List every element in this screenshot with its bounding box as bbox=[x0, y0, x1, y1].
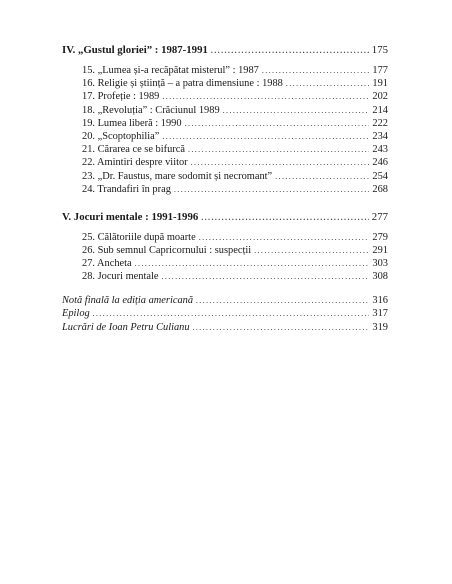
page-number: 243 bbox=[372, 144, 388, 156]
toc-chapter-23 bbox=[62, 171, 388, 183]
toc-chapter-15 bbox=[62, 65, 388, 77]
toc-chapter-16 bbox=[62, 78, 388, 90]
chapter-title: 25. Călătoriile după moarte bbox=[82, 231, 196, 243]
dot-leader bbox=[185, 118, 370, 130]
endmatter-title: Notă finală la ediția americană bbox=[62, 295, 194, 307]
toc-chapter-20 bbox=[62, 131, 388, 143]
toc-final-note bbox=[62, 295, 388, 307]
endmatter-title: Epilog bbox=[62, 308, 90, 320]
chapter-title: 17. Profeție : 1989 bbox=[82, 91, 160, 103]
chapter-title: 22. Amintiri despre viitor bbox=[82, 157, 188, 169]
chapter-title: 21. Cărarea ce se bifurcă bbox=[82, 144, 185, 156]
toc-chapter-24 bbox=[62, 184, 388, 196]
toc-chapter-18 bbox=[62, 105, 388, 117]
dot-leader bbox=[135, 258, 370, 270]
toc-chapter-25 bbox=[62, 232, 388, 244]
table-of-contents bbox=[62, 38, 388, 334]
page-number: 177 bbox=[372, 65, 388, 76]
page-number: 279 bbox=[372, 231, 388, 243]
dot-leader bbox=[193, 322, 370, 334]
page-number: 316 bbox=[372, 295, 388, 307]
dot-leader bbox=[201, 212, 369, 224]
toc-part-iv bbox=[62, 44, 388, 57]
chapter-title: 24. Trandafiri în prag bbox=[82, 183, 171, 195]
dot-leader bbox=[93, 308, 370, 320]
page-number: 222 bbox=[372, 117, 388, 129]
page-number: 291 bbox=[372, 244, 388, 256]
toc-chapter-21 bbox=[62, 144, 388, 156]
chapter-title: 27. Ancheta bbox=[82, 258, 132, 270]
chapter-title: 18. „Revoluția” : Crăciunul 1989 bbox=[82, 104, 220, 116]
dot-leader bbox=[199, 232, 370, 244]
page-number: 175 bbox=[371, 44, 388, 56]
dot-leader bbox=[161, 271, 369, 283]
dot-leader bbox=[196, 295, 369, 307]
dot-leader bbox=[162, 91, 369, 103]
dot-leader bbox=[211, 45, 369, 57]
toc-part-v bbox=[62, 211, 388, 224]
page-number: 246 bbox=[372, 157, 388, 169]
chapter-title: 23. „Dr. Faustus, mare sodomit și necromant” bbox=[82, 170, 273, 182]
chapter-title: 19. Lumea liberă : 1990 bbox=[82, 117, 182, 129]
page-number: 214 bbox=[372, 104, 388, 116]
part-title: IV. „Gustul gloriei” : 1987-1991 bbox=[62, 44, 208, 56]
chapter-title: 26. Sub semnul Capricornului : suspecții bbox=[82, 244, 252, 256]
page-number: 317 bbox=[372, 308, 388, 320]
part-title: V. Jocuri mentale : 1991-1996 bbox=[62, 210, 199, 223]
chapter-title: 16. Religie și știință – a patra dimensiune : 1988 bbox=[82, 78, 283, 90]
dot-leader bbox=[162, 131, 369, 143]
page-number: 303 bbox=[372, 258, 388, 270]
toc-chapter-17 bbox=[62, 91, 388, 103]
page-number: 202 bbox=[372, 91, 388, 103]
toc-chapter-26 bbox=[62, 245, 388, 257]
page-number: 277 bbox=[371, 210, 388, 223]
toc-chapter-19 bbox=[62, 118, 388, 130]
page-number: 319 bbox=[372, 321, 388, 333]
dot-leader bbox=[174, 184, 370, 196]
toc-works bbox=[62, 322, 388, 334]
toc-epilog bbox=[62, 308, 388, 320]
dot-leader bbox=[262, 65, 370, 77]
toc-chapter-22 bbox=[62, 157, 388, 169]
dot-leader bbox=[254, 245, 369, 257]
dot-leader bbox=[286, 78, 370, 90]
chapter-title: 28. Jocuri mentale bbox=[82, 271, 159, 283]
page-number: 254 bbox=[372, 170, 388, 182]
page-number: 234 bbox=[372, 130, 388, 142]
dot-leader bbox=[223, 105, 370, 117]
toc-chapter-28 bbox=[62, 271, 388, 283]
endmatter-title: Lucrări de Ioan Petru Culianu bbox=[62, 321, 190, 333]
page-number: 191 bbox=[372, 78, 388, 90]
page-number: 308 bbox=[372, 271, 388, 283]
chapter-title: 20. „Scoptophilia” bbox=[82, 130, 160, 142]
dot-leader bbox=[191, 157, 370, 169]
dot-leader bbox=[275, 171, 369, 183]
page-number: 268 bbox=[372, 183, 388, 195]
dot-leader bbox=[188, 144, 369, 156]
toc-chapter-27 bbox=[62, 258, 388, 270]
chapter-title: 15. „Lumea și-a recăpătat misterul” : 1987 bbox=[82, 65, 259, 76]
